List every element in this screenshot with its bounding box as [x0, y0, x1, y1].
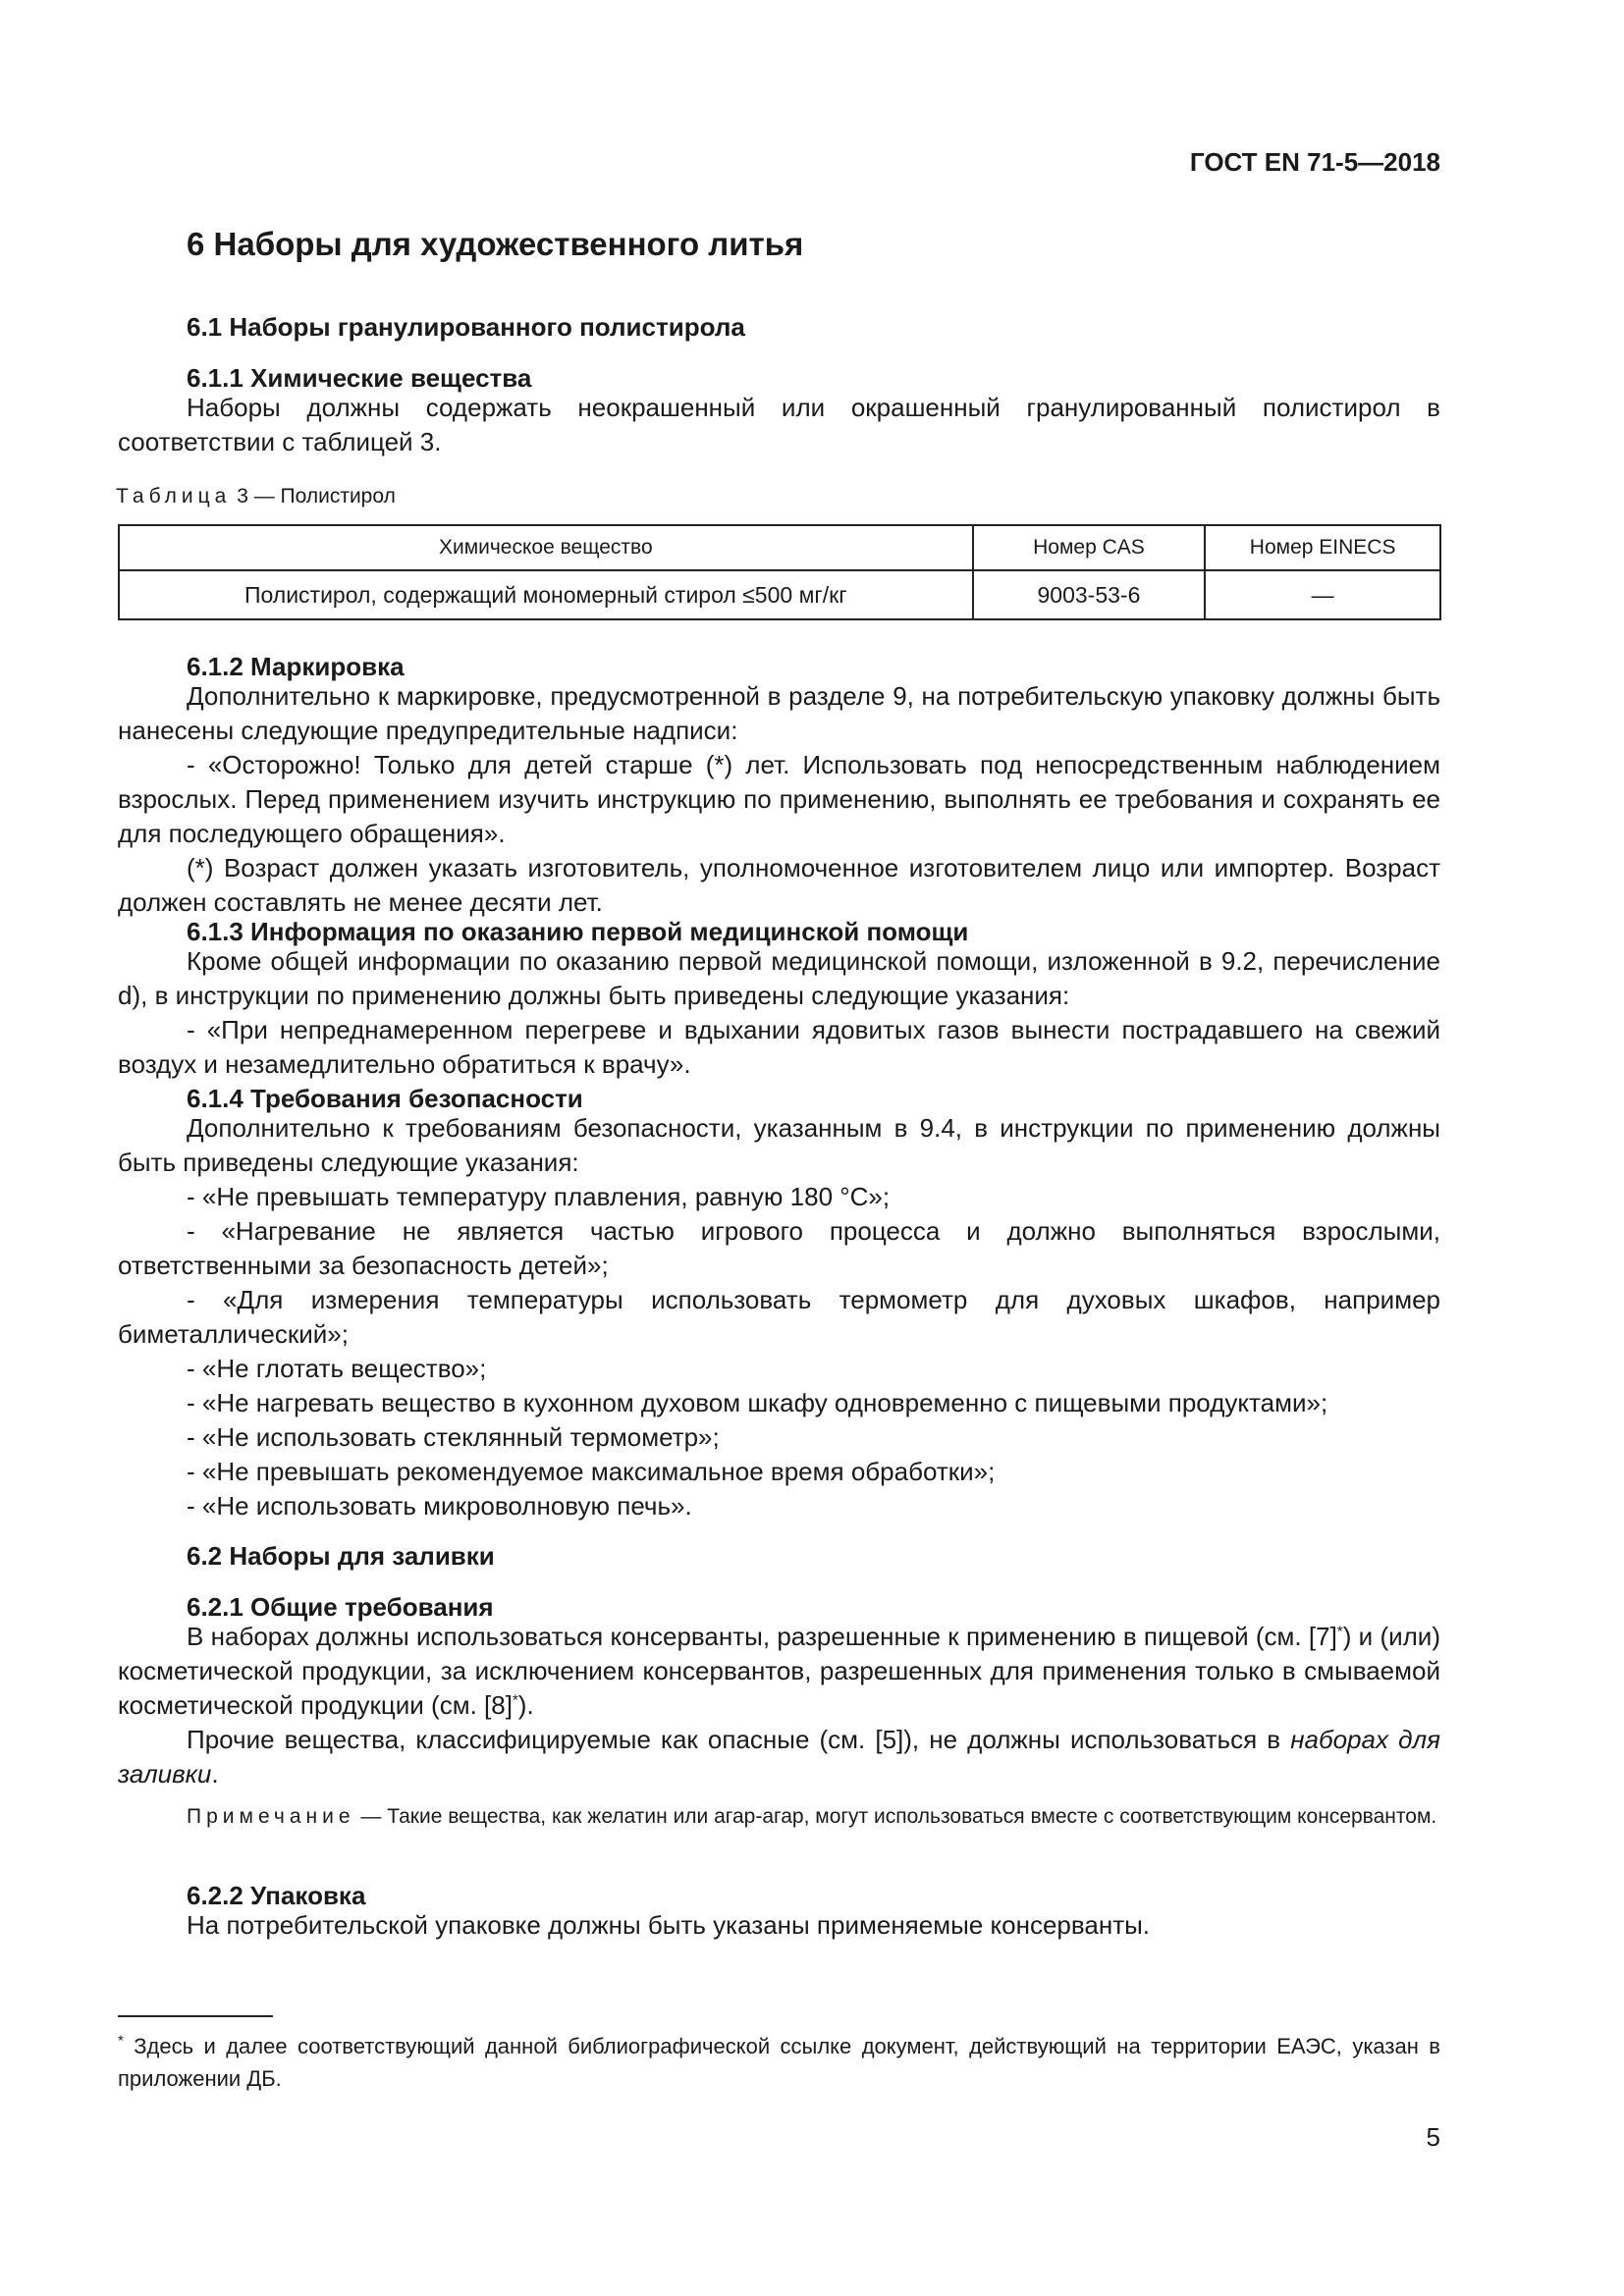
list-item: - «Не глотать вещество»;	[187, 1354, 487, 1383]
table-caption-label: Таблица	[116, 485, 232, 507]
footnote-marker: *	[118, 2032, 124, 2050]
clause-6-2-1-p2: Прочие вещества, классифицируемые как опасные (см. [5]), не должны использоваться в наборах для заливки.	[118, 1725, 1440, 1789]
document-number-header: ГОСТ EN 71-5—2018	[1189, 147, 1440, 177]
table-header-cell: Номер CAS	[973, 525, 1206, 570]
footnote-separator	[118, 2015, 273, 2017]
clause-6-1-1-text: Наборы должны содержать неокрашенный или окрашенный гранулированный полистирол в соответствии с таблицей 3.	[118, 393, 1440, 456]
clause-6-1-2-p2: - «Осторожно! Только для детей старше (*) лет. Использовать под непосредственным наблюдением взрослых. Перед применением изучить инструкцию по применению, выполнять ее требования и сохранять ее для последующего обращения».	[118, 750, 1440, 848]
clause-6-1-4-p1: Дополнительно к требованиям безопасности, указанным в 9.4, в инструкции по применению должны быть приведены следующие указания:	[118, 1113, 1440, 1177]
clause-6-1-3-p2: - «При непреднамеренном перегреве и вдыхании ядовитых газов вынести пострадавшего на свежий воздух и незамедлительно обратиться к врачу».	[118, 1015, 1440, 1079]
note	[118, 1801, 1440, 1832]
clause-6-1-2-title: 6.1.2 Маркировка	[187, 652, 405, 681]
list-item: - «Не нагревать вещество в кухонном духовом шкафу одновременно с пищевыми продуктами»;	[187, 1388, 1328, 1417]
clause-6-1-3-p1: Кроме общей информации по оказанию первой медицинской помощи, изложенной в 9.2, перечисление d), в инструкции по применению должны быть приведены следующие указания:	[118, 946, 1440, 1010]
footnote-reference: *	[512, 1691, 518, 1709]
note-label: Примечание	[187, 1805, 355, 1828]
page-number: 5	[1426, 2122, 1440, 2152]
table-caption-text: 3 — Полистирол	[237, 485, 396, 507]
list-item: - «Не превышать рекомендуемое максимальное время обработки»;	[187, 1457, 996, 1486]
table-header-row	[119, 525, 1440, 570]
table-header-cell: Химическое вещество	[119, 525, 973, 570]
table-header-cell: Номер EINECS	[1205, 525, 1440, 570]
note-text: — Такие вещества, как желатин или агар-агар, могут использоваться вместе с соответствующим консервантом.	[360, 1805, 1437, 1828]
footnote: * Здесь и далее соответствующий данной библиографической ссылке документ, действующий на территории ЕАЭС, указан в приложении ДБ.	[118, 2032, 1440, 2091]
table-cell: Полистирол, содержащий мономерный стирол ≤500 мг/кг	[119, 570, 973, 619]
clause-6-1-2-p1: Дополнительно к маркировке, предусмотренной в разделе 9, на потребительскую упаковку должны быть нанесены следующие предупредительные надписи:	[118, 681, 1440, 745]
list-item: - «Не превышать температуру плавления, равную 180 °C»;	[187, 1182, 891, 1211]
subsection-6-1-title: 6.1 Наборы гранулированного полистирола	[187, 312, 745, 342]
list-item: - «Нагревание не является частью игрового процесса и должно выполняться взрослыми, ответственными за безопасность детей»;	[118, 1216, 1440, 1280]
clause-6-1-4-title: 6.1.4 Требования безопасности	[187, 1084, 583, 1113]
clause-6-2-2-text: На потребительской упаковке должны быть указаны применяемые консерванты.	[187, 1910, 1151, 1940]
clause-6-2-1-title: 6.2.1 Общие требования	[187, 1592, 494, 1622]
clause-6-2-1-p1: В наборах должны использоваться консерванты, разрешенные к применению в пищевой (см. [7]*) и (или) косметической продукции, за исключением консервантов, разрешенных для применения только в смываемой косметической продукции (см. [8]*).	[118, 1622, 1440, 1720]
section-6-title: 6 Наборы для художественного литья	[187, 226, 804, 262]
list-item: - «Не использовать микроволновую печь».	[187, 1491, 692, 1521]
clause-6-1-2-p3: (*) Возраст должен указать изготовитель, уполномоченное изготовителем лицо или импортер. Возраст должен составлять не менее десяти лет.	[118, 853, 1440, 917]
table-row	[119, 570, 1440, 619]
table-cell: —	[1205, 570, 1440, 619]
table-3	[118, 524, 1441, 620]
footnote-reference: *	[1336, 1623, 1343, 1640]
clause-6-1-3-title: 6.1.3 Информация по оказанию первой медицинской помощи	[187, 917, 969, 946]
clause-6-2-2-title: 6.2.2 Упаковка	[187, 1881, 366, 1910]
subsection-6-2-title: 6.2 Наборы для заливки	[187, 1541, 495, 1571]
table-3-caption	[116, 485, 396, 508]
clause-6-1-1-title: 6.1.1 Химические вещества	[187, 363, 532, 393]
list-item: - «Для измерения температуры использовать термометр для духовых шкафов, например биметаллический»;	[118, 1285, 1440, 1349]
table-cell: 9003-53-6	[973, 570, 1206, 619]
list-item: - «Не использовать стеклянный термометр»;	[187, 1422, 720, 1452]
